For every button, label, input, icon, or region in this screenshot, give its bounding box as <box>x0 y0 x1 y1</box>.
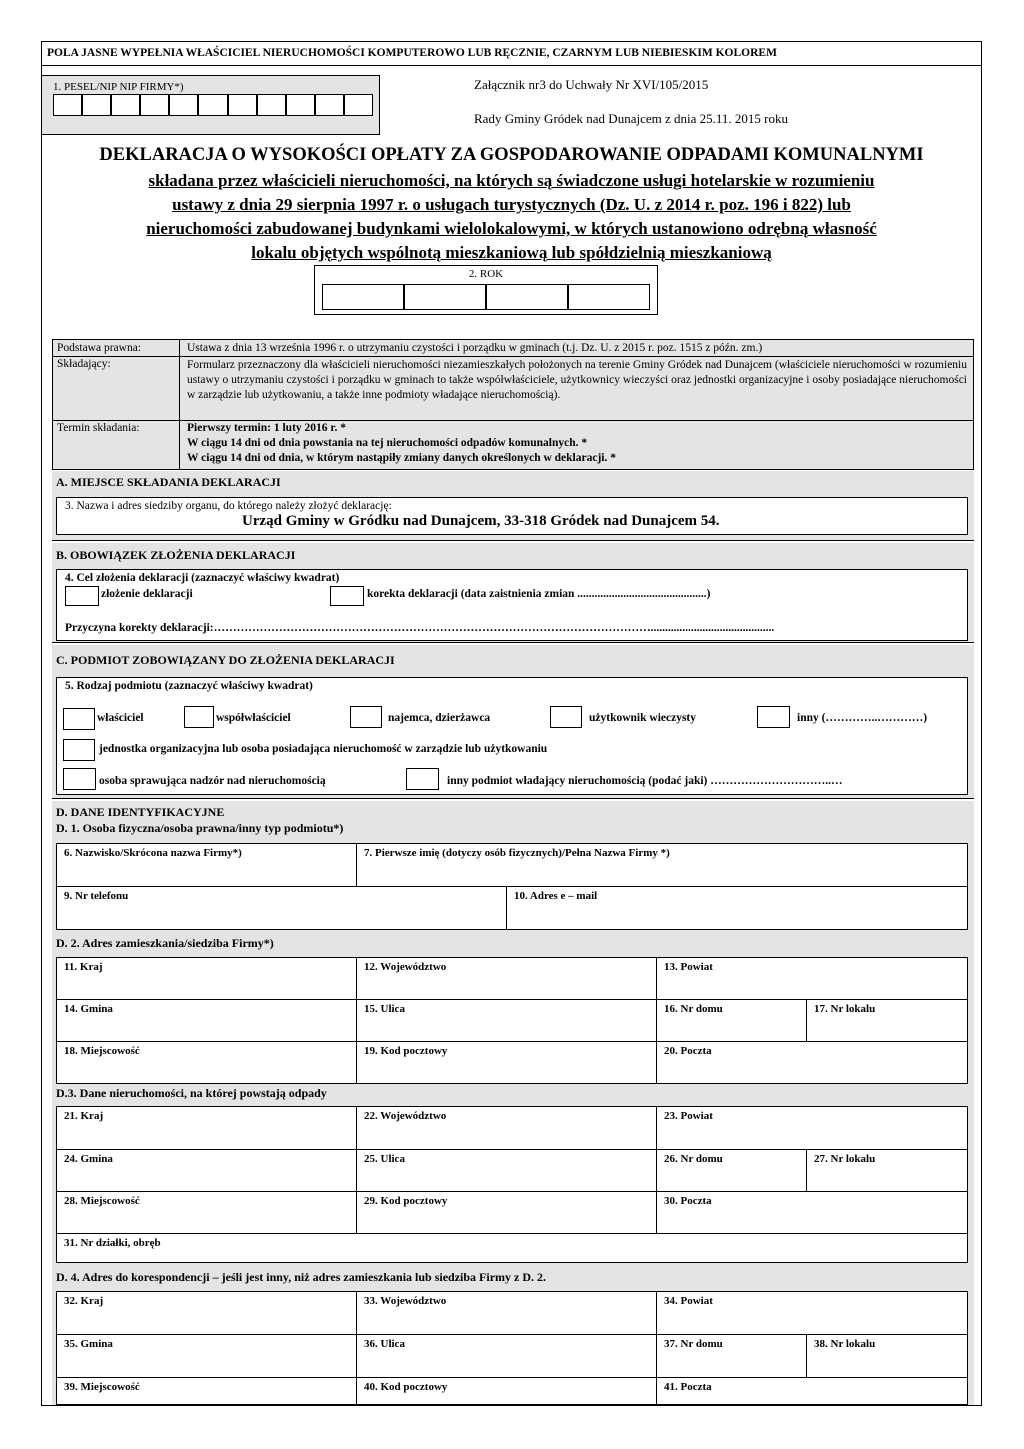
pesel-cell[interactable] <box>82 94 111 116</box>
pesel-cell[interactable] <box>228 94 257 116</box>
attachment-line-1: Załącznik nr3 do Uchwały Nr XVI/105/2015 <box>474 77 709 92</box>
document-title: DEKLARACJA O WYSOKOŚCI OPŁATY ZA GOSPODAROWANIE ODPADAMI KOMUNALNYMI <box>99 145 924 165</box>
termin-line-2: W ciągu 14 dni od dnia powstania na tej nieruchomości odpadów komunalnych. * <box>187 437 588 449</box>
opt-wlasciciel: właściciel <box>97 712 144 724</box>
organ-box <box>56 497 968 535</box>
divider <box>41 65 982 66</box>
pesel-label: 1. PESEL/NIP NIP FIRMY*) <box>53 81 184 93</box>
pesel-cell[interactable] <box>315 94 344 116</box>
rok-cell[interactable] <box>486 284 568 310</box>
section-a <box>52 471 974 541</box>
opt-korekta: korekta deklaracji (data zaistnienia zmian .............................................) <box>367 588 711 600</box>
field-25-ulica[interactable]: 25. Ulica <box>356 1149 657 1192</box>
skladajacy-text: Formularz przeznaczony dla właścicieli nieruchomości niezamieszkałych położonych na terenie Gminy Gródek nad Dunajcem (właściciele nieruchomości w rozumieniu ustawy o utrzymaniu czystości i porządku w gminach to także współwłaściciele, użytkownicy wieczyści oraz jednostki organizacyjne i osoby posiadające nieruchomości w zarządzie lub użytkowaniu, a także inne podmioty władające nieruchomością). <box>187 359 967 401</box>
title-line-2: składana przez właścicieli nieruchomości, na których są świadczone usługi hotelarskie w rozumieniu <box>148 171 875 190</box>
opt-najemca: najemca, dzierżawca <box>388 712 491 724</box>
field-40-kod-pocztowy[interactable]: 40. Kod pocztowy <box>356 1377 657 1405</box>
pesel-cell[interactable] <box>169 94 198 116</box>
checkbox-wlasciciel[interactable] <box>63 708 95 730</box>
rok-cell[interactable] <box>404 284 486 310</box>
title-line-4: nieruchomości zabudowanej budynkami wielolokalowymi, w których ustanowiono odrębną własność <box>146 219 877 238</box>
rok-cells[interactable] <box>322 284 650 310</box>
checkbox-najemca[interactable] <box>350 706 382 728</box>
rok-cell[interactable] <box>568 284 650 310</box>
field-18-miejscowosc[interactable]: 18. Miejscowość <box>56 1041 357 1084</box>
field-23-powiat[interactable]: 23. Powiat <box>656 1106 968 1150</box>
field-22-wojewodztwo[interactable]: 22. Województwo <box>356 1106 657 1150</box>
section-a-heading: A. MIEJSCE SKŁADANIA DEKLARACJI <box>56 475 281 489</box>
checkbox-jednostka[interactable] <box>63 739 95 761</box>
field-19-kod-pocztowy[interactable]: 19. Kod pocztowy <box>356 1041 657 1084</box>
checkbox-inny[interactable] <box>757 706 790 728</box>
termin-line-3: W ciągu 14 dni od dnia, w którym nastąpiły zmiany danych określonych w deklaracji. * <box>187 452 616 464</box>
pesel-cell[interactable] <box>257 94 286 116</box>
opt-wspolwlasciciel: współwłaściciel <box>216 712 291 724</box>
pesel-cell[interactable] <box>198 94 227 116</box>
field-13-powiat[interactable]: 13. Powiat <box>656 957 968 1000</box>
opt-inny: inny (…………..…………) <box>797 712 928 724</box>
field-28-miejscowosc[interactable]: 28. Miejscowość <box>56 1191 357 1234</box>
field-6-nazwisko[interactable]: 6. Nazwisko/Skrócona nazwa Firmy*) <box>56 843 357 887</box>
field-35-gmina[interactable]: 35. Gmina <box>56 1334 357 1378</box>
field-27-nr-lokalu[interactable]: 27. Nr lokalu <box>806 1149 968 1192</box>
pesel-cell[interactable] <box>344 94 373 116</box>
field-20-poczta[interactable]: 20. Poczta <box>656 1041 968 1084</box>
field-36-ulica[interactable]: 36. Ulica <box>356 1334 657 1378</box>
field-17-nr-lokalu[interactable]: 17. Nr lokalu <box>806 999 968 1042</box>
field-14-gmina[interactable]: 14. Gmina <box>56 999 357 1042</box>
d2-heading: D. 2. Adres zamieszkania/siedziba Firmy*) <box>56 936 274 950</box>
field-11-kraj[interactable]: 11. Kraj <box>56 957 357 1000</box>
d1-heading: D. 1. Osoba fizyczna/osoba prawna/inny typ podmiotu*) <box>56 821 344 835</box>
field-12-wojewodztwo[interactable]: 12. Województwo <box>356 957 657 1000</box>
termin-label: Termin składania: <box>57 422 140 434</box>
title-line-5: lokalu objętych wspólnotą mieszkaniową lub spółdzielnią mieszkaniową <box>251 243 772 262</box>
field-24-gmina[interactable]: 24. Gmina <box>56 1149 357 1192</box>
field-15-ulica[interactable]: 15. Ulica <box>356 999 657 1042</box>
podstawa-text: Ustawa z dnia 13 września 1996 r. o utrzymaniu czystości i porządku w gminach (t.j. Dz. U. z 2015 r. poz. 1515 z późn. zm.) <box>187 342 763 354</box>
checkbox-uzytkownik[interactable] <box>550 706 582 728</box>
title-line-3: ustawy z dnia 29 sierpnia 1997 r. o usługach turystycznych (Dz. U. z 2014 r. poz. 196 i 822) lub <box>172 195 851 214</box>
podstawa-label: Podstawa prawna: <box>57 342 141 354</box>
section-d-heading: D. DANE IDENTYFIKACYJNE <box>56 805 225 819</box>
checkbox-inny-podmiot[interactable] <box>406 768 439 790</box>
field-39-miejscowosc[interactable]: 39. Miejscowość <box>56 1377 357 1405</box>
organ-value: Urząd Gminy w Gródku nad Dunajcem, 33-318 Gródek nad Dunajcem 54. <box>242 513 720 529</box>
rok-label: 2. ROK <box>468 268 504 280</box>
pesel-cells[interactable] <box>53 94 373 116</box>
field-31-nr-dzialki[interactable]: 31. Nr działki, obręb <box>56 1233 968 1263</box>
field-21-kraj[interactable]: 21. Kraj <box>56 1106 357 1150</box>
cel-box <box>56 569 968 641</box>
opt-zlozenie: złożenie deklaracji <box>101 588 193 600</box>
section-c <box>52 645 974 799</box>
field-16-nr-domu[interactable]: 16. Nr domu <box>656 999 807 1042</box>
top-instruction: POLA JASNE WYPEŁNIA WŁAŚCICIEL NIERUCHOMOŚCI KOMPUTEROWO LUB RĘCZNIE, CZARNYM LUB NIEBIESKIM KOLOREM <box>47 47 777 59</box>
checkbox-wspolwlasciciel[interactable] <box>184 706 214 728</box>
info-table <box>52 339 974 470</box>
section-b <box>52 543 974 643</box>
field-32-kraj[interactable]: 32. Kraj <box>56 1291 357 1335</box>
field-30-poczta[interactable]: 30. Poczta <box>656 1191 968 1234</box>
checkbox-korekta[interactable] <box>330 586 364 606</box>
pesel-box <box>41 75 380 135</box>
field-33-wojewodztwo[interactable]: 33. Województwo <box>356 1291 657 1335</box>
field-29-kod-pocztowy[interactable]: 29. Kod pocztowy <box>356 1191 657 1234</box>
opt-uzytkownik: użytkownik wieczysty <box>589 712 697 724</box>
section-c-heading: C. PODMIOT ZOBOWIĄZANY DO ZŁOŻENIA DEKLARACJI <box>56 653 395 667</box>
field-38-nr-lokalu[interactable]: 38. Nr lokalu <box>806 1334 968 1378</box>
section-d <box>52 801 974 1405</box>
skladajacy-label: Składający: <box>57 358 111 370</box>
podmiot-label: 5. Rodzaj podmiotu (zaznaczyć właściwy kwadrat) <box>65 680 313 692</box>
opt-nadzor: osoba sprawująca nadzór nad nieruchomością <box>99 775 326 787</box>
checkbox-zlozenie[interactable] <box>65 586 99 606</box>
checkbox-nadzor[interactable] <box>63 768 96 790</box>
field-9-telefon[interactable]: 9. Nr telefonu <box>56 886 507 930</box>
cel-label: 4. Cel złożenia deklaracji (zaznaczyć właściwy kwadrat) <box>65 572 340 584</box>
field-34-powiat[interactable]: 34. Powiat <box>656 1291 968 1335</box>
field-7-imie[interactable]: 7. Pierwsze imię (dotyczy osób fizycznych)/Pełna Nazwa Firmy *) <box>356 843 968 887</box>
pesel-cell[interactable] <box>111 94 140 116</box>
termin-line-1: Pierwszy termin: 1 luty 2016 r. * <box>187 422 346 434</box>
attachment-line-2: Rady Gminy Gródek nad Dunajcem z dnia 25.11. 2015 roku <box>474 111 788 126</box>
korekta-reason: Przyczyna korekty deklaracji:……………………………………………………………………………………………………........................................... <box>65 622 775 634</box>
pesel-cell[interactable] <box>140 94 169 116</box>
field-26-nr-domu[interactable]: 26. Nr domu <box>656 1149 807 1192</box>
field-10-email[interactable]: 10. Adres e – mail <box>506 886 968 930</box>
podmiot-box <box>56 677 968 795</box>
field-41-poczta[interactable]: 41. Poczta <box>656 1377 968 1405</box>
opt-jednostka: jednostka organizacyjna lub osoba posiadająca nieruchomość w zarządzie lub użytkowaniu <box>99 743 548 755</box>
d4-heading: D. 4. Adres do korespondencji – jeśli jest inny, niż adres zamieszkania lub siedziba Firmy z D. 2. <box>56 1270 547 1284</box>
rok-box <box>314 265 658 315</box>
rok-cell[interactable] <box>322 284 404 310</box>
organ-label: 3. Nazwa i adres siedziby organu, do którego należy złożyć deklarację: <box>65 500 392 512</box>
pesel-cell[interactable] <box>286 94 315 116</box>
pesel-cell[interactable] <box>53 94 82 116</box>
field-37-nr-domu[interactable]: 37. Nr domu <box>656 1334 807 1378</box>
opt-inny-podmiot: inny podmiot władający nieruchomością (podać jaki) …………………………..… <box>447 775 843 787</box>
section-b-heading: B. OBOWIĄZEK ZŁOŻENIA DEKLARACJI <box>56 548 296 562</box>
d3-heading: D.3. Dane nieruchomości, na której powstają odpady <box>56 1086 327 1100</box>
